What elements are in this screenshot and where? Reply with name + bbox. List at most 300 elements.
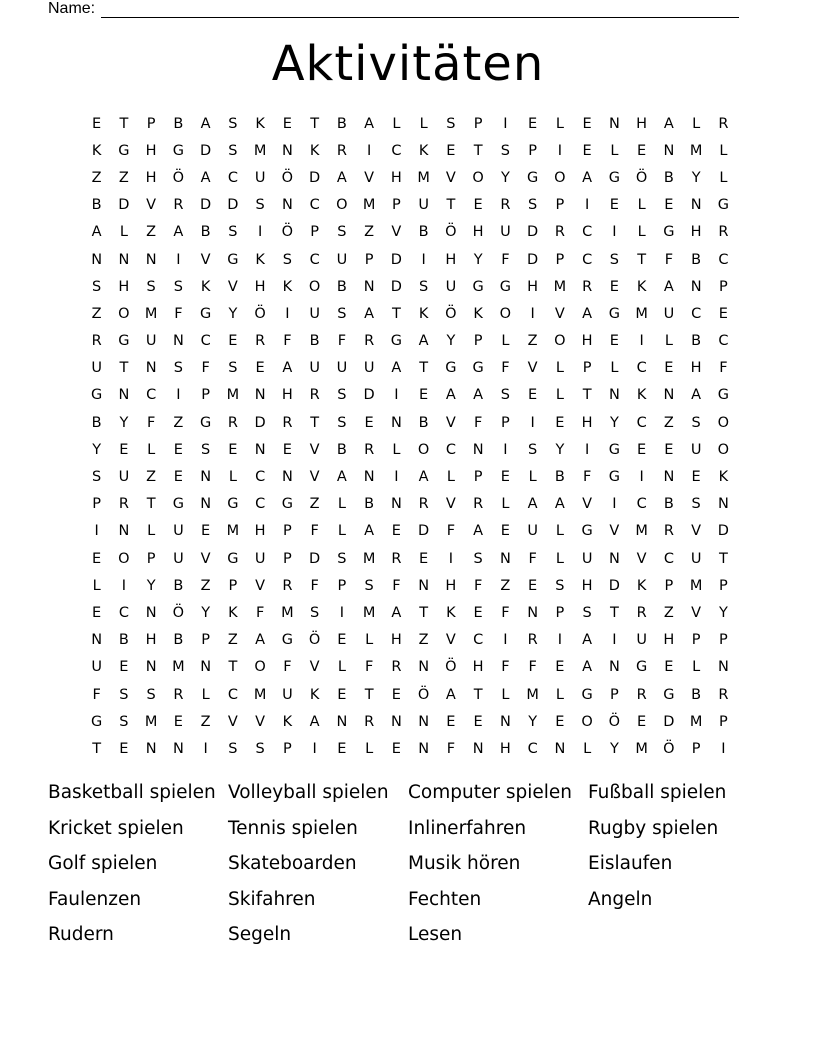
grid-letter: Z (663, 414, 674, 431)
grid-letter: H (145, 632, 157, 649)
grid-letter: A (255, 632, 266, 649)
grid-letter: K (200, 278, 211, 295)
grid-row (83, 735, 737, 762)
grid-row (83, 355, 737, 382)
grid-letter: D (608, 577, 620, 594)
grid-letter: A (418, 333, 429, 350)
grid-letter: L (446, 469, 455, 486)
grid-letter: U (336, 251, 348, 268)
grid-letter: U (690, 441, 702, 458)
grid-letter: T (473, 142, 483, 159)
grid-letter: E (473, 197, 483, 214)
grid-letter: Ö (308, 632, 321, 649)
grid-letter: P (501, 414, 510, 431)
grid-letter: H (145, 169, 157, 186)
grid-letter: U (145, 333, 157, 350)
grid-letter: D (309, 169, 321, 186)
grid-letter: D (309, 550, 321, 567)
grid-letter: B (309, 333, 320, 350)
grid-letter: A (473, 523, 484, 540)
grid-letter: O (554, 169, 566, 186)
grid-letter: V (200, 251, 211, 268)
grid-row (83, 491, 737, 518)
grid-letter: V (527, 360, 538, 377)
grid-row (83, 599, 737, 626)
grid-letter: E (282, 441, 292, 458)
grid-letter: C (309, 197, 320, 214)
grid-letter: U (418, 197, 429, 214)
grid-letter: L (555, 550, 564, 567)
grid-letter: T (473, 686, 483, 703)
grid-letter: B (118, 632, 129, 649)
grid-letter: T (310, 414, 320, 431)
grid-letter: O (118, 305, 130, 322)
grid-letter: S (173, 278, 183, 295)
grid-letter: L (119, 224, 128, 241)
grid-letter: F (310, 577, 319, 594)
grid-letter: S (255, 197, 265, 214)
grid-letter: U (309, 305, 320, 322)
grid-letter: E (664, 659, 674, 676)
grid-letter: I (639, 333, 644, 350)
grid-letter: D (200, 197, 212, 214)
grid-letter: N (690, 197, 702, 214)
grid-letter: I (312, 740, 317, 757)
grid-letter: A (200, 115, 211, 132)
name-field (48, 0, 739, 18)
grid-letter: E (637, 713, 647, 730)
grid-letter: F (446, 523, 456, 540)
grid-letter: K (282, 278, 293, 295)
grid-letter: P (228, 577, 238, 594)
grid-letter: L (610, 360, 619, 377)
grid-letter: H (581, 414, 593, 431)
grid-letter: R (173, 197, 184, 214)
grid-letter: I (530, 305, 535, 322)
grid-letter: L (610, 142, 619, 159)
grid-letter: N (363, 278, 375, 295)
grid-letter: U (173, 523, 184, 540)
grid-letter: R (336, 142, 347, 159)
grid-letter: K (636, 387, 647, 404)
grid-letter: V (609, 523, 620, 540)
grid-letter: N (418, 577, 430, 594)
grid-letter: E (528, 387, 538, 404)
grid-letter: N (663, 469, 675, 486)
grid-letter: F (283, 333, 292, 350)
grid-letter: F (92, 686, 101, 703)
grid-letter: Y (446, 333, 456, 350)
grid-letter: P (691, 740, 701, 757)
grid-letter: N (390, 713, 402, 730)
grid-letter: L (637, 224, 646, 241)
grid-letter: P (473, 333, 483, 350)
grid-letter: S (146, 278, 156, 295)
grid-letter: L (147, 523, 156, 540)
grid-letter: T (310, 115, 320, 132)
grid-letter: E (500, 469, 510, 486)
grid-letter: N (118, 523, 130, 540)
grid-letter: G (581, 686, 593, 703)
word-list-item: Fußball spielen (588, 782, 727, 803)
grid-letter: T (391, 305, 401, 322)
grid-letter: S (419, 278, 429, 295)
grid-letter: G (608, 469, 620, 486)
grid-letter: G (636, 659, 648, 676)
grid-letter: A (663, 115, 674, 132)
grid-letter: R (500, 197, 511, 214)
grid-letter: Y (473, 251, 483, 268)
grid-letter: D (118, 197, 130, 214)
grid-letter: S (528, 197, 538, 214)
grid-letter: G (663, 686, 675, 703)
grid-letter: E (201, 523, 211, 540)
grid-letter: L (555, 360, 564, 377)
grid-letter: A (582, 305, 593, 322)
grid-letter: B (336, 278, 347, 295)
grid-letter: T (446, 197, 456, 214)
grid-letter: H (118, 278, 130, 295)
grid-letter: S (337, 550, 347, 567)
grid-letter: P (146, 115, 156, 132)
grid-letter: N (145, 740, 157, 757)
grid-letter: Y (201, 604, 211, 621)
grid-row (83, 219, 737, 246)
grid-letter: B (663, 169, 674, 186)
grid-letter: D (227, 197, 239, 214)
grid-letter: E (664, 360, 674, 377)
grid-letter: V (691, 604, 702, 621)
grid-letter: Z (118, 169, 129, 186)
grid-letter: L (583, 740, 592, 757)
grid-letter: D (254, 414, 266, 431)
grid-letter: A (282, 360, 293, 377)
grid-letter: C (227, 169, 238, 186)
grid-letter: S (310, 604, 320, 621)
grid-letter: U (309, 360, 320, 377)
grid-letter: L (337, 523, 346, 540)
grid-letter: F (337, 333, 347, 350)
word-list (48, 778, 768, 956)
grid-letter: R (364, 441, 375, 458)
grid-letter: R (364, 333, 375, 350)
grid-letter: S (528, 441, 538, 458)
grid-letter: A (364, 305, 375, 322)
grid-letter: P (719, 713, 728, 730)
grid-letter: S (146, 686, 156, 703)
grid-letter: U (663, 305, 675, 322)
grid-letter: P (719, 632, 728, 649)
grid-letter: P (92, 496, 101, 513)
grid-letter: U (118, 469, 130, 486)
grid-letter: Z (663, 604, 674, 621)
grid-letter: G (581, 523, 593, 540)
grid-letter: N (254, 441, 266, 458)
grid-letter: I (257, 224, 263, 241)
grid-letter: V (227, 713, 238, 730)
grid-letter: E (92, 115, 102, 132)
grid-letter: O (581, 713, 593, 730)
grid-letter: U (173, 550, 184, 567)
grid-letter: P (364, 251, 374, 268)
grid-letter: G (200, 414, 212, 431)
grid-letter: Y (146, 577, 156, 594)
word-list-item: Segeln (228, 924, 292, 945)
grid-letter: F (146, 414, 156, 431)
grid-letter: T (718, 550, 728, 567)
grid-letter: P (528, 142, 537, 159)
grid-letter: C (445, 441, 456, 458)
grid-letter: Y (691, 169, 701, 186)
word-list-item: Eislaufen (588, 853, 673, 874)
grid-letter: H (445, 251, 457, 268)
grid-row (83, 681, 737, 708)
grid-letter: I (366, 142, 372, 159)
grid-letter: O (417, 441, 430, 458)
page-title: Aktivitäten (271, 36, 545, 92)
grid-letter: M (362, 550, 376, 567)
grid-letter: U (690, 550, 702, 567)
grid-letter: Y (555, 441, 565, 458)
grid-letter: K (636, 278, 647, 295)
grid-letter: V (227, 278, 238, 295)
grid-letter: G (281, 632, 293, 649)
grid-letter: L (555, 686, 564, 703)
grid-letter: T (92, 740, 102, 757)
grid-letter: C (527, 740, 538, 757)
grid-letter: D (527, 224, 539, 241)
grid-letter: N (200, 496, 212, 513)
grid-letter: R (391, 659, 402, 676)
grid-letter: D (717, 523, 729, 540)
grid-letter: I (612, 496, 617, 513)
grid-letter: L (365, 632, 374, 649)
grid-letter: E (391, 686, 401, 703)
grid-letter: S (92, 278, 102, 295)
grid-letter: O (308, 278, 321, 295)
grid-letter: N (717, 496, 729, 513)
grid-letter: P (473, 469, 483, 486)
grid-letter: Z (227, 632, 238, 649)
grid-letter: P (691, 632, 701, 649)
grid-letter: N (554, 740, 566, 757)
grid-letter: P (310, 224, 319, 241)
grid-letter: R (282, 414, 293, 431)
grid-letter: P (664, 577, 674, 594)
grid-letter: S (255, 740, 265, 757)
grid-letter: R (364, 713, 375, 730)
grid-letter: H (527, 278, 539, 295)
grid-letter: V (255, 577, 266, 594)
grid-letter: N (172, 740, 184, 757)
word-list-item: Computer spielen (408, 782, 572, 803)
grid-letter: L (419, 115, 428, 132)
grid-letter: R (636, 604, 647, 621)
grid-letter: N (499, 550, 511, 567)
grid-letter: R (91, 333, 102, 350)
grid-letter: G (608, 305, 620, 322)
grid-letter: H (390, 632, 402, 649)
grid-letter: I (203, 740, 208, 757)
grid-letter: R (255, 333, 266, 350)
grid-letter: E (555, 414, 565, 431)
grid-letter: C (200, 333, 211, 350)
grid-letter: V (200, 550, 211, 567)
grid-letter: N (499, 713, 511, 730)
grid-letter: K (255, 115, 265, 132)
grid-letter: V (445, 632, 456, 649)
grid-letter: C (582, 251, 593, 268)
grid-letter: E (391, 523, 401, 540)
grid-letter: S (282, 251, 292, 268)
grid-letter: E (555, 659, 565, 676)
grid-letter: Ö (172, 169, 185, 186)
grid-letter: I (530, 414, 535, 431)
grid-letter: F (174, 305, 183, 322)
grid-letter: E (173, 469, 183, 486)
grid-letter: D (200, 142, 212, 159)
grid-letter: I (612, 224, 617, 241)
grid-letter: R (418, 496, 429, 513)
grid-letter: H (472, 659, 484, 676)
grid-letter: I (612, 632, 617, 649)
grid-letter: K (446, 604, 456, 621)
grid-letter: O (554, 333, 566, 350)
grid-letter: H (254, 523, 266, 540)
grid-letter: C (582, 224, 593, 241)
grid-row (83, 545, 737, 572)
grid-letter: Y (500, 169, 510, 186)
grid-letter: E (364, 414, 374, 431)
grid-letter: B (364, 496, 375, 513)
word-list-item: Musik hören (408, 853, 521, 874)
grid-letter: C (718, 251, 729, 268)
grid-letter: N (200, 469, 212, 486)
grid-letter: L (147, 441, 156, 458)
grid-letter: S (609, 251, 619, 268)
grid-letter: B (554, 469, 565, 486)
grid-letter: B (691, 333, 702, 350)
grid-letter: N (418, 713, 430, 730)
grid-letter: U (363, 360, 375, 377)
word-list-item: Basketball spielen (48, 782, 216, 803)
grid-letter: Y (119, 414, 129, 431)
grid-letter: C (636, 496, 647, 513)
grid-letter: B (173, 577, 184, 594)
grid-letter: F (501, 659, 510, 676)
grid-letter: P (283, 550, 292, 567)
grid-letter: K (473, 305, 483, 322)
word-list-item: Skifahren (228, 888, 316, 910)
grid-letter: L (555, 387, 564, 404)
grid-letter: E (255, 360, 265, 377)
grid-letter: G (390, 333, 402, 350)
grid-letter: H (636, 115, 648, 132)
grid-letter: N (145, 604, 157, 621)
name-label: Name: (48, 0, 96, 17)
grid-letter: Ö (281, 224, 294, 241)
grid-letter: N (608, 659, 620, 676)
grid-letter: S (173, 360, 183, 377)
grid-letter: L (228, 469, 237, 486)
grid-letter: C (255, 469, 266, 486)
grid-letter: N (527, 604, 539, 621)
grid-letter: F (392, 577, 401, 594)
grid-letter: R (663, 523, 674, 540)
grid-row (83, 164, 737, 191)
grid-letter: O (717, 441, 730, 458)
grid-letter: E (637, 142, 647, 159)
grid-letter: Z (309, 496, 320, 513)
grid-letter: N (336, 713, 348, 730)
grid-letter: E (391, 740, 401, 757)
grid-letter: Ö (445, 224, 457, 241)
word-list-item: Angeln (588, 888, 653, 910)
grid-letter: Z (91, 169, 102, 186)
grid-letter: H (145, 142, 157, 159)
grid-letter: U (254, 550, 266, 567)
grid-letter: L (555, 523, 564, 540)
grid-letter: K (418, 305, 429, 322)
grid-letter: G (227, 251, 239, 268)
grid-letter: S (337, 387, 347, 404)
grid-letter: Ö (254, 305, 266, 322)
grid-letter: K (418, 142, 429, 159)
grid-letter: F (501, 604, 510, 621)
grid-letter: M (226, 523, 240, 540)
grid-letter: R (582, 278, 593, 295)
grid-letter: B (336, 115, 347, 132)
grid-letter: M (526, 686, 539, 703)
grid-letter: E (173, 713, 183, 730)
grid-letter: B (91, 197, 102, 214)
grid-letter: B (691, 686, 702, 703)
grid-letter: N (145, 659, 157, 676)
grid-letter: A (391, 604, 402, 621)
grid-letter: G (663, 224, 675, 241)
grid-letter: K (309, 686, 320, 703)
grid-letter: V (554, 305, 565, 322)
grid-letter: F (528, 550, 537, 567)
grid-letter: P (201, 387, 210, 404)
grid-letter: T (582, 387, 592, 404)
grid-letter: C (255, 496, 266, 513)
grid-letter: S (337, 414, 347, 431)
grid-letter: Z (91, 305, 102, 322)
grid-letter: U (636, 632, 647, 649)
grid-letter: L (92, 577, 101, 594)
grid-letter: N (281, 142, 293, 159)
grid-letter: C (473, 632, 484, 649)
grid-letter: L (528, 469, 537, 486)
grid-letter: A (554, 496, 565, 513)
grid-letter: A (336, 169, 347, 186)
word-list-item: Faulenzen (48, 888, 142, 910)
grid-letter: I (584, 197, 590, 214)
grid-letter: Z (418, 632, 429, 649)
grid-letter: S (119, 713, 129, 730)
grid-letter: L (337, 659, 346, 676)
grid-letter: T (119, 360, 129, 377)
grid-letter: O (499, 305, 512, 322)
grid-letter: A (445, 686, 456, 703)
grid-letter: F (473, 414, 483, 431)
grid-letter: L (501, 496, 510, 513)
grid-letter: N (91, 632, 103, 649)
grid-letter: E (691, 469, 701, 486)
grid-letter: T (146, 496, 156, 513)
grid-letter: A (582, 632, 593, 649)
